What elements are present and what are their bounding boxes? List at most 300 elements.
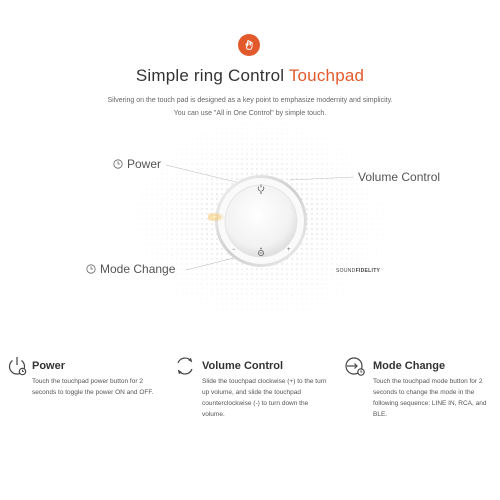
halftone-dot (181, 218, 182, 219)
halftone-dot (377, 229, 378, 230)
halftone-dot (197, 139, 198, 140)
halftone-dot (337, 144, 338, 145)
halftone-dot (262, 309, 263, 310)
halftone-dot (321, 233, 322, 234)
halftone-dot (252, 294, 253, 295)
halftone-dot (242, 144, 243, 145)
halftone-dot (271, 273, 272, 274)
clock-icon (113, 159, 123, 169)
halftone-dot (207, 299, 208, 300)
halftone-dot (321, 253, 322, 254)
halftone-dot (182, 264, 183, 265)
halftone-dot (212, 154, 213, 155)
halftone-dot (282, 139, 283, 140)
halftone-dot (227, 144, 228, 145)
halftone-dot (251, 163, 252, 164)
halftone-dot (316, 218, 317, 219)
halftone-dot (227, 149, 228, 150)
halftone-dot (172, 164, 173, 165)
halftone-dot (162, 159, 163, 160)
halftone-dot (307, 144, 308, 145)
halftone-dot (226, 278, 227, 279)
halftone-dot (367, 239, 368, 240)
halftone-dot (187, 299, 188, 300)
halftone-dot (137, 204, 138, 205)
halftone-dot (196, 248, 197, 249)
halftone-dot (321, 203, 322, 204)
halftone-dot (377, 199, 378, 200)
halftone-dot (266, 153, 267, 154)
halftone-dot (352, 214, 353, 215)
halftone-dot (201, 213, 202, 214)
halftone-dot (187, 144, 188, 145)
halftone-dot (332, 269, 333, 270)
halftone-dot (191, 258, 192, 259)
halftone-dot (302, 289, 303, 290)
halftone-dot (212, 304, 213, 305)
halftone-dot (162, 194, 163, 195)
halftone-dot (257, 314, 258, 315)
halftone-dot (357, 219, 358, 220)
halftone-dot (182, 159, 183, 160)
halftone-dot (187, 259, 188, 260)
halftone-dot (226, 158, 227, 159)
halftone-dot (167, 199, 168, 200)
halftone-dot (167, 284, 168, 285)
halftone-dot (147, 259, 148, 260)
halftone-dot (352, 219, 353, 220)
halftone-dot (197, 164, 198, 165)
halftone-dot (167, 249, 168, 250)
halftone-dot (316, 178, 317, 179)
halftone-dot (167, 244, 168, 245)
halftone-dot (317, 164, 318, 165)
halftone-dot (162, 259, 163, 260)
halftone-dot (267, 304, 268, 305)
halftone-dot (197, 134, 198, 135)
halftone-dot (237, 314, 238, 315)
halftone-dot (176, 213, 177, 214)
halftone-dot (317, 144, 318, 145)
halftone-dot (266, 168, 267, 169)
halftone-dot (357, 214, 358, 215)
halftone-dot (357, 239, 358, 240)
halftone-dot (357, 254, 358, 255)
halftone-dot (337, 149, 338, 150)
halftone-dot (242, 129, 243, 130)
halftone-dot (202, 159, 203, 160)
halftone-dot (251, 288, 252, 289)
halftone-dot (237, 304, 238, 305)
halftone-dot (337, 169, 338, 170)
halftone-dot (162, 189, 163, 190)
halftone-dot (372, 229, 373, 230)
halftone-dot (222, 284, 223, 285)
halftone-dot (252, 149, 253, 150)
halftone-dot (317, 134, 318, 135)
halftone-dot (337, 279, 338, 280)
halftone-dot (246, 283, 247, 284)
halftone-dot (272, 314, 273, 315)
halftone-dot (372, 219, 373, 220)
halftone-dot (331, 213, 332, 214)
halftone-dot (317, 154, 318, 155)
halftone-dot (196, 193, 197, 194)
subtitle (0, 94, 500, 120)
halftone-dot (157, 239, 158, 240)
halftone-dot (206, 273, 207, 274)
halftone-dot (352, 169, 353, 170)
halftone-dot (177, 244, 178, 245)
halftone-dot (181, 233, 182, 234)
halftone-dot (147, 199, 148, 200)
halftone-dot (237, 289, 238, 290)
halftone-dot (157, 254, 158, 255)
halftone-dot (357, 234, 358, 235)
halftone-dot (317, 149, 318, 150)
halftone-dot (162, 279, 163, 280)
hand-touch-icon (238, 34, 260, 56)
halftone-dot (377, 249, 378, 250)
halftone-dot (226, 168, 227, 169)
halftone-dot (201, 238, 202, 239)
halftone-dot (197, 149, 198, 150)
halftone-dot (176, 203, 177, 204)
halftone-dot (207, 164, 208, 165)
halftone-dot (311, 273, 312, 274)
halftone-dot (236, 283, 237, 284)
halftone-dot (176, 218, 177, 219)
feature-mode-description: Touch the touchpad mode button for 2 seconds to change the mode in the following sequence: LINE IN, RCA, and BLE. (373, 378, 487, 418)
halftone-dot (201, 188, 202, 189)
halftone-dot (177, 284, 178, 285)
halftone-dot (347, 154, 348, 155)
halftone-dot (272, 304, 273, 305)
halftone-dot (177, 254, 178, 255)
halftone-dot (326, 228, 327, 229)
halftone-dot (347, 174, 348, 175)
halftone-dot (197, 289, 198, 290)
halftone-dot (172, 209, 173, 210)
halftone-dot (191, 203, 192, 204)
halftone-dot (162, 249, 163, 250)
halftone-dot (181, 193, 182, 194)
touchpad-device (208, 173, 314, 269)
halftone-dot (347, 169, 348, 170)
halftone-dot (152, 249, 153, 250)
halftone-dot (186, 188, 187, 189)
halftone-dot (172, 224, 173, 225)
halftone-dot (251, 168, 252, 169)
halftone-dot (292, 289, 293, 290)
device-minus-label: − (232, 247, 236, 253)
halftone-dot (182, 254, 183, 255)
halftone-dot (362, 224, 363, 225)
halftone-dot (296, 163, 297, 164)
halftone-dot (291, 278, 292, 279)
halftone-dot (181, 223, 182, 224)
halftone-dot (367, 199, 368, 200)
halftone-dot (152, 184, 153, 185)
halftone-dot (147, 224, 148, 225)
halftone-dot (267, 124, 268, 125)
halftone-dot (312, 279, 313, 280)
halftone-dot (261, 158, 262, 159)
halftone-dot (256, 273, 257, 274)
halftone-dot (147, 229, 148, 230)
halftone-dot (152, 259, 153, 260)
halftone-dot (207, 309, 208, 310)
halftone-dot (197, 154, 198, 155)
halftone-dot (287, 129, 288, 130)
halftone-dot (236, 153, 237, 154)
halftone-dot (347, 209, 348, 210)
halftone-dot (172, 289, 173, 290)
halftone-dot (271, 163, 272, 164)
halftone-dot (346, 213, 347, 214)
halftone-dot (162, 179, 163, 180)
halftone-dot (197, 299, 198, 300)
halftone-dot (137, 214, 138, 215)
halftone-dot (322, 304, 323, 305)
halftone-dot (282, 309, 283, 310)
halftone-dot (157, 244, 158, 245)
halftone-dot (287, 294, 288, 295)
halftone-dot (347, 149, 348, 150)
halftone-dot (172, 204, 173, 205)
halftone-dot (246, 153, 247, 154)
halftone-dot (246, 168, 247, 169)
halftone-dot (222, 139, 223, 140)
halftone-dot (242, 134, 243, 135)
halftone-dot (266, 273, 267, 274)
halftone-dot (357, 159, 358, 160)
feature-list (0, 352, 500, 452)
halftone-dot (341, 228, 342, 229)
halftone-dot (332, 294, 333, 295)
halftone-dot (307, 129, 308, 130)
halftone-dot (307, 304, 308, 305)
halftone-dot (302, 144, 303, 145)
device-plus-label: + (287, 247, 291, 253)
halftone-dot (321, 208, 322, 209)
halftone-dot (201, 258, 202, 259)
halftone-dot (271, 283, 272, 284)
halftone-dot (276, 278, 277, 279)
halftone-dot (352, 209, 353, 210)
halftone-dot (377, 224, 378, 225)
halftone-dot (362, 254, 363, 255)
halftone-dot (162, 164, 163, 165)
halftone-dot (327, 289, 328, 290)
halftone-dot (172, 214, 173, 215)
halftone-dot (311, 163, 312, 164)
halftone-dot (137, 224, 138, 225)
halftone-dot (247, 139, 248, 140)
halftone-dot (197, 269, 198, 270)
halftone-dot (177, 164, 178, 165)
halftone-dot (352, 199, 353, 200)
halftone-dot (232, 294, 233, 295)
halftone-dot (321, 188, 322, 189)
halftone-dot (192, 154, 193, 155)
halftone-dot (276, 158, 277, 159)
halftone-dot (176, 228, 177, 229)
halftone-dot (377, 244, 378, 245)
halftone-dot (331, 203, 332, 204)
halftone-dot (372, 244, 373, 245)
halftone-dot (272, 134, 273, 135)
halftone-dot (367, 229, 368, 230)
halftone-dot (327, 164, 328, 165)
halftone-dot (331, 193, 332, 194)
halftone-dot (212, 159, 213, 160)
halftone-dot (292, 304, 293, 305)
halftone-dot (252, 129, 253, 130)
halftone-dot (242, 149, 243, 150)
halftone-dot (181, 238, 182, 239)
halftone-dot (321, 198, 322, 199)
title-accent: Touchpad (288, 66, 365, 85)
halftone-dot (177, 249, 178, 250)
halftone-dot (332, 299, 333, 300)
halftone-dot (196, 243, 197, 244)
halftone-dot (336, 188, 337, 189)
halftone-dot (181, 213, 182, 214)
halftone-dot (172, 249, 173, 250)
halftone-dot (347, 204, 348, 205)
halftone-dot (167, 184, 168, 185)
halftone-dot (262, 294, 263, 295)
halftone-dot (382, 234, 383, 235)
halftone-dot (357, 229, 358, 230)
halftone-dot (152, 179, 153, 180)
halftone-dot (372, 259, 373, 260)
halftone-dot (297, 304, 298, 305)
halftone-dot (177, 189, 178, 190)
halftone-dot (222, 154, 223, 155)
halftone-dot (286, 273, 287, 274)
halftone-dot (347, 289, 348, 290)
halftone-dot (232, 304, 233, 305)
halftone-dot (282, 134, 283, 135)
halftone-dot (241, 153, 242, 154)
halftone-dot (177, 289, 178, 290)
halftone-dot (142, 234, 143, 235)
halftone-dot (332, 174, 333, 175)
halftone-dot (307, 309, 308, 310)
halftone-dot (297, 309, 298, 310)
halftone-dot (217, 159, 218, 160)
halftone-dot (281, 278, 282, 279)
halftone-dot (142, 204, 143, 205)
halftone-dot (377, 209, 378, 210)
halftone-dot (316, 198, 317, 199)
halftone-dot (202, 299, 203, 300)
halftone-dot (201, 253, 202, 254)
halftone-dot (312, 299, 313, 300)
halftone-dot (162, 229, 163, 230)
halftone-dot (256, 168, 257, 169)
halftone-dot (307, 159, 308, 160)
halftone-dot (337, 259, 338, 260)
halftone-dot (261, 153, 262, 154)
halftone-dot (201, 203, 202, 204)
subtitle-line-2: You can use "All in One Control" by simple touch. (173, 110, 327, 117)
halftone-dot (372, 254, 373, 255)
halftone-dot (221, 158, 222, 159)
halftone-dot (212, 289, 213, 290)
halftone-dot (276, 163, 277, 164)
halftone-dot (287, 314, 288, 315)
halftone-dot (237, 309, 238, 310)
halftone-dot (282, 149, 283, 150)
halftone-dot (152, 214, 153, 215)
halftone-dot (357, 204, 358, 205)
halftone-dot (297, 294, 298, 295)
halftone-dot (216, 163, 217, 164)
halftone-dot (382, 239, 383, 240)
halftone-dot (157, 179, 158, 180)
halftone-dot (211, 273, 212, 274)
halftone-dot (372, 194, 373, 195)
halftone-dot (362, 199, 363, 200)
halftone-dot (367, 189, 368, 190)
halftone-dot (327, 284, 328, 285)
halftone-dot (192, 279, 193, 280)
halftone-dot (186, 198, 187, 199)
halftone-dot (196, 203, 197, 204)
halftone-dot (382, 219, 383, 220)
halftone-dot (352, 229, 353, 230)
halftone-dot (247, 124, 248, 125)
halftone-dot (302, 129, 303, 130)
halftone-dot (336, 203, 337, 204)
halftone-dot (287, 139, 288, 140)
halftone-dot (192, 144, 193, 145)
halftone-dot (357, 209, 358, 210)
halftone-dot (292, 154, 293, 155)
halftone-dot (256, 283, 257, 284)
halftone-dot (181, 248, 182, 249)
halftone-dot (296, 168, 297, 169)
halftone-dot (197, 284, 198, 285)
halftone-dot (332, 289, 333, 290)
halftone-dot (207, 144, 208, 145)
halftone-dot (152, 244, 153, 245)
halftone-dot (311, 168, 312, 169)
halftone-dot (316, 253, 317, 254)
halftone-dot (191, 208, 192, 209)
halftone-dot (237, 294, 238, 295)
halftone-dot (187, 264, 188, 265)
halftone-dot (252, 144, 253, 145)
halftone-dot (182, 279, 183, 280)
halftone-dot (192, 289, 193, 290)
halftone-dot (167, 234, 168, 235)
halftone-dot (191, 188, 192, 189)
halftone-dot (267, 149, 268, 150)
halftone-dot (341, 208, 342, 209)
halftone-dot (157, 174, 158, 175)
halftone-dot (181, 208, 182, 209)
halftone-dot (352, 254, 353, 255)
halftone-dot (322, 164, 323, 165)
halftone-dot (157, 224, 158, 225)
halftone-dot (362, 249, 363, 250)
halftone-dot (201, 178, 202, 179)
halftone-dot (261, 273, 262, 274)
